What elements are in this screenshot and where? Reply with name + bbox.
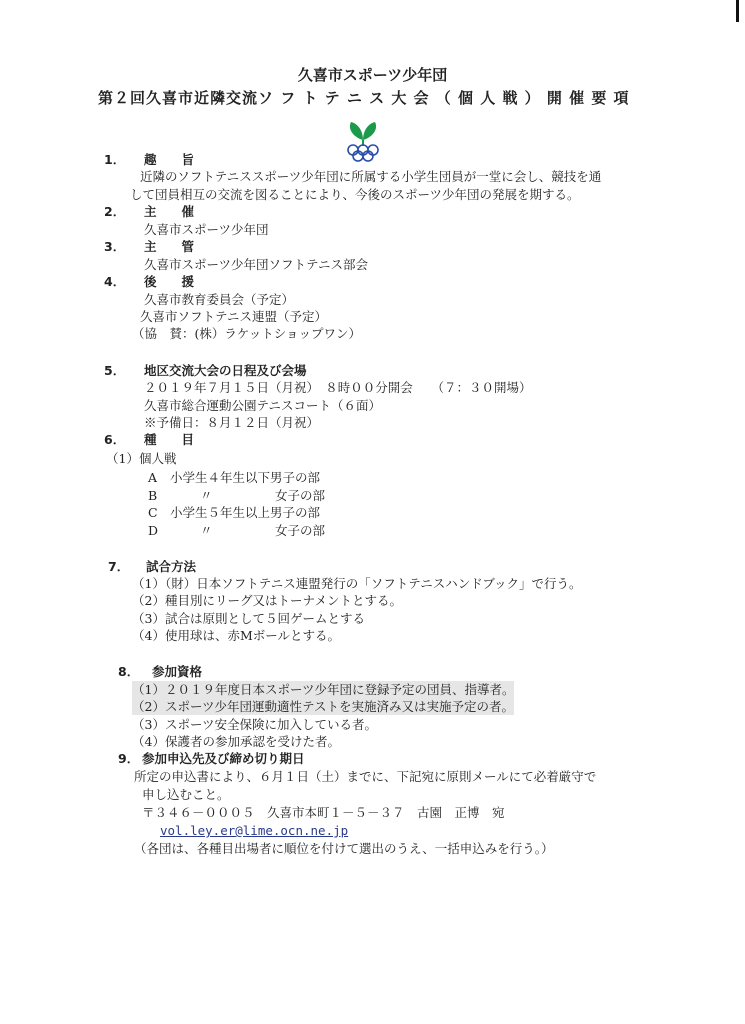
section-8-item: （2）スポーツ少年団運動適性テストを実施済み又は実施予定の者。 (132, 699, 514, 714)
section-2-heading: 主 催 (144, 204, 195, 219)
section-8-heading: 参加資格 (152, 664, 203, 679)
section-6-heading: 種 目 (144, 432, 195, 447)
section-4-sponsor: （協 賛：(株）ラケットショップワン） (132, 326, 362, 341)
section-7-item: （2）種目別にリーグ又はトーナメントとする。 (132, 593, 402, 608)
event-letter: D (148, 523, 159, 538)
section-2-number: 2． (104, 204, 126, 219)
section-4-heading: 後 援 (144, 274, 195, 289)
section-8-item: （4）保護者の参加承認を受けた者。 (132, 734, 340, 749)
sports-shonendan-emblem-icon (335, 120, 391, 164)
section-9-address: 〒３４６－０００５ 久喜市本町１－５－３７ 古園 正博 宛 (142, 805, 505, 820)
event-description: 小学生４年生以下男子の部 (170, 470, 321, 485)
section-5-heading: 地区交流大会の日程及び会場 (144, 363, 307, 378)
section-4-number: 4． (104, 274, 126, 289)
title-organization: 久喜市スポーツ少年団 (297, 66, 448, 84)
event-letter: A (148, 470, 158, 485)
section-8-item: （3）スポーツ安全保険に加入している者。 (132, 717, 377, 732)
section-2-text: 久喜市スポーツ少年団 (144, 222, 269, 237)
section-5-reserve-day: ※予備日：８月１２日（月祝） (144, 415, 320, 430)
section-3-heading: 主 管 (144, 239, 195, 254)
section-7-item: （4）使用球は、赤Mボールとする。 (132, 628, 341, 643)
section-4-text-line-1: 久喜市教育委員会（予定） (144, 292, 295, 307)
event-description: 小学生５年生以上男子の部 (170, 505, 321, 520)
event-description: 〃 女子の部 (200, 523, 326, 538)
section-7-item: （1）（財）日本ソフトテニス連盟発行の「ソフトテニスハンドブック」で行う。 (132, 576, 582, 591)
section-9-note: （各団は、各種目出場者に順位を付けて選出のうえ、一括申込みを行う。） (134, 841, 554, 856)
title-tournament: 第２回久喜市近隣交流ソ フ ト テ ニ ス 大 会 （ 個 人 戦 ） 開 催 要 項 (98, 89, 630, 107)
section-6-number: 6． (104, 432, 126, 447)
section-3-text: 久喜市スポーツ少年団ソフトテニス部会 (144, 257, 369, 272)
section-3-number: 3． (104, 239, 126, 254)
section-4-text-line-2: 久喜市ソフトテニス連盟（予定） (140, 309, 328, 324)
section-6-subheading: （1）個人戦 (106, 451, 177, 466)
section-1-number: 1． (104, 152, 126, 167)
section-9-text-line-1: 所定の申込書により、６月１日（土）までに、下記宛に原則メールにて必着厳守で (134, 769, 597, 784)
section-8-item: （1）２０１９年度日本スポーツ少年団に登録予定の団員、指導者。 (132, 682, 515, 697)
section-1-heading: 趣 旨 (144, 152, 195, 167)
section-7-item: （3）試合は原則として５回ゲームとする (132, 611, 365, 626)
section-9-text-line-2: 申し込むこと。 (142, 787, 230, 802)
contact-email-link[interactable]: vol.ley.er@lime.ocn.ne.jp (160, 823, 349, 838)
section-7-number: 7． (108, 559, 130, 574)
scan-edge-mark (736, 0, 739, 22)
section-5-number: 5． (104, 363, 126, 378)
section-7-heading: 試合方法 (146, 559, 197, 574)
event-description: 〃 女子の部 (200, 488, 326, 503)
section-9-number: 9． (118, 751, 140, 766)
section-8-number: 8． (118, 664, 140, 679)
event-letter: C (148, 505, 158, 520)
section-9-heading: 参加申込先及び締め切り期日 (142, 751, 305, 766)
section-5-venue: 久喜市総合運動公園テニスコート（６面） (144, 398, 382, 413)
section-1-text-line-1: 近隣のソフトテニススポーツ少年団に所属する小学生団員が一堂に会し、競技を通 (140, 169, 602, 184)
section-5-date: ２０１９年７月１５日（月祝） ８時００分開会 （７：３０開場） (144, 380, 532, 395)
section-1-text-line-2: して団員相互の交流を図ることにより、今後のスポーツ少年団の発展を期する。 (130, 187, 580, 202)
event-letter: B (148, 488, 158, 503)
